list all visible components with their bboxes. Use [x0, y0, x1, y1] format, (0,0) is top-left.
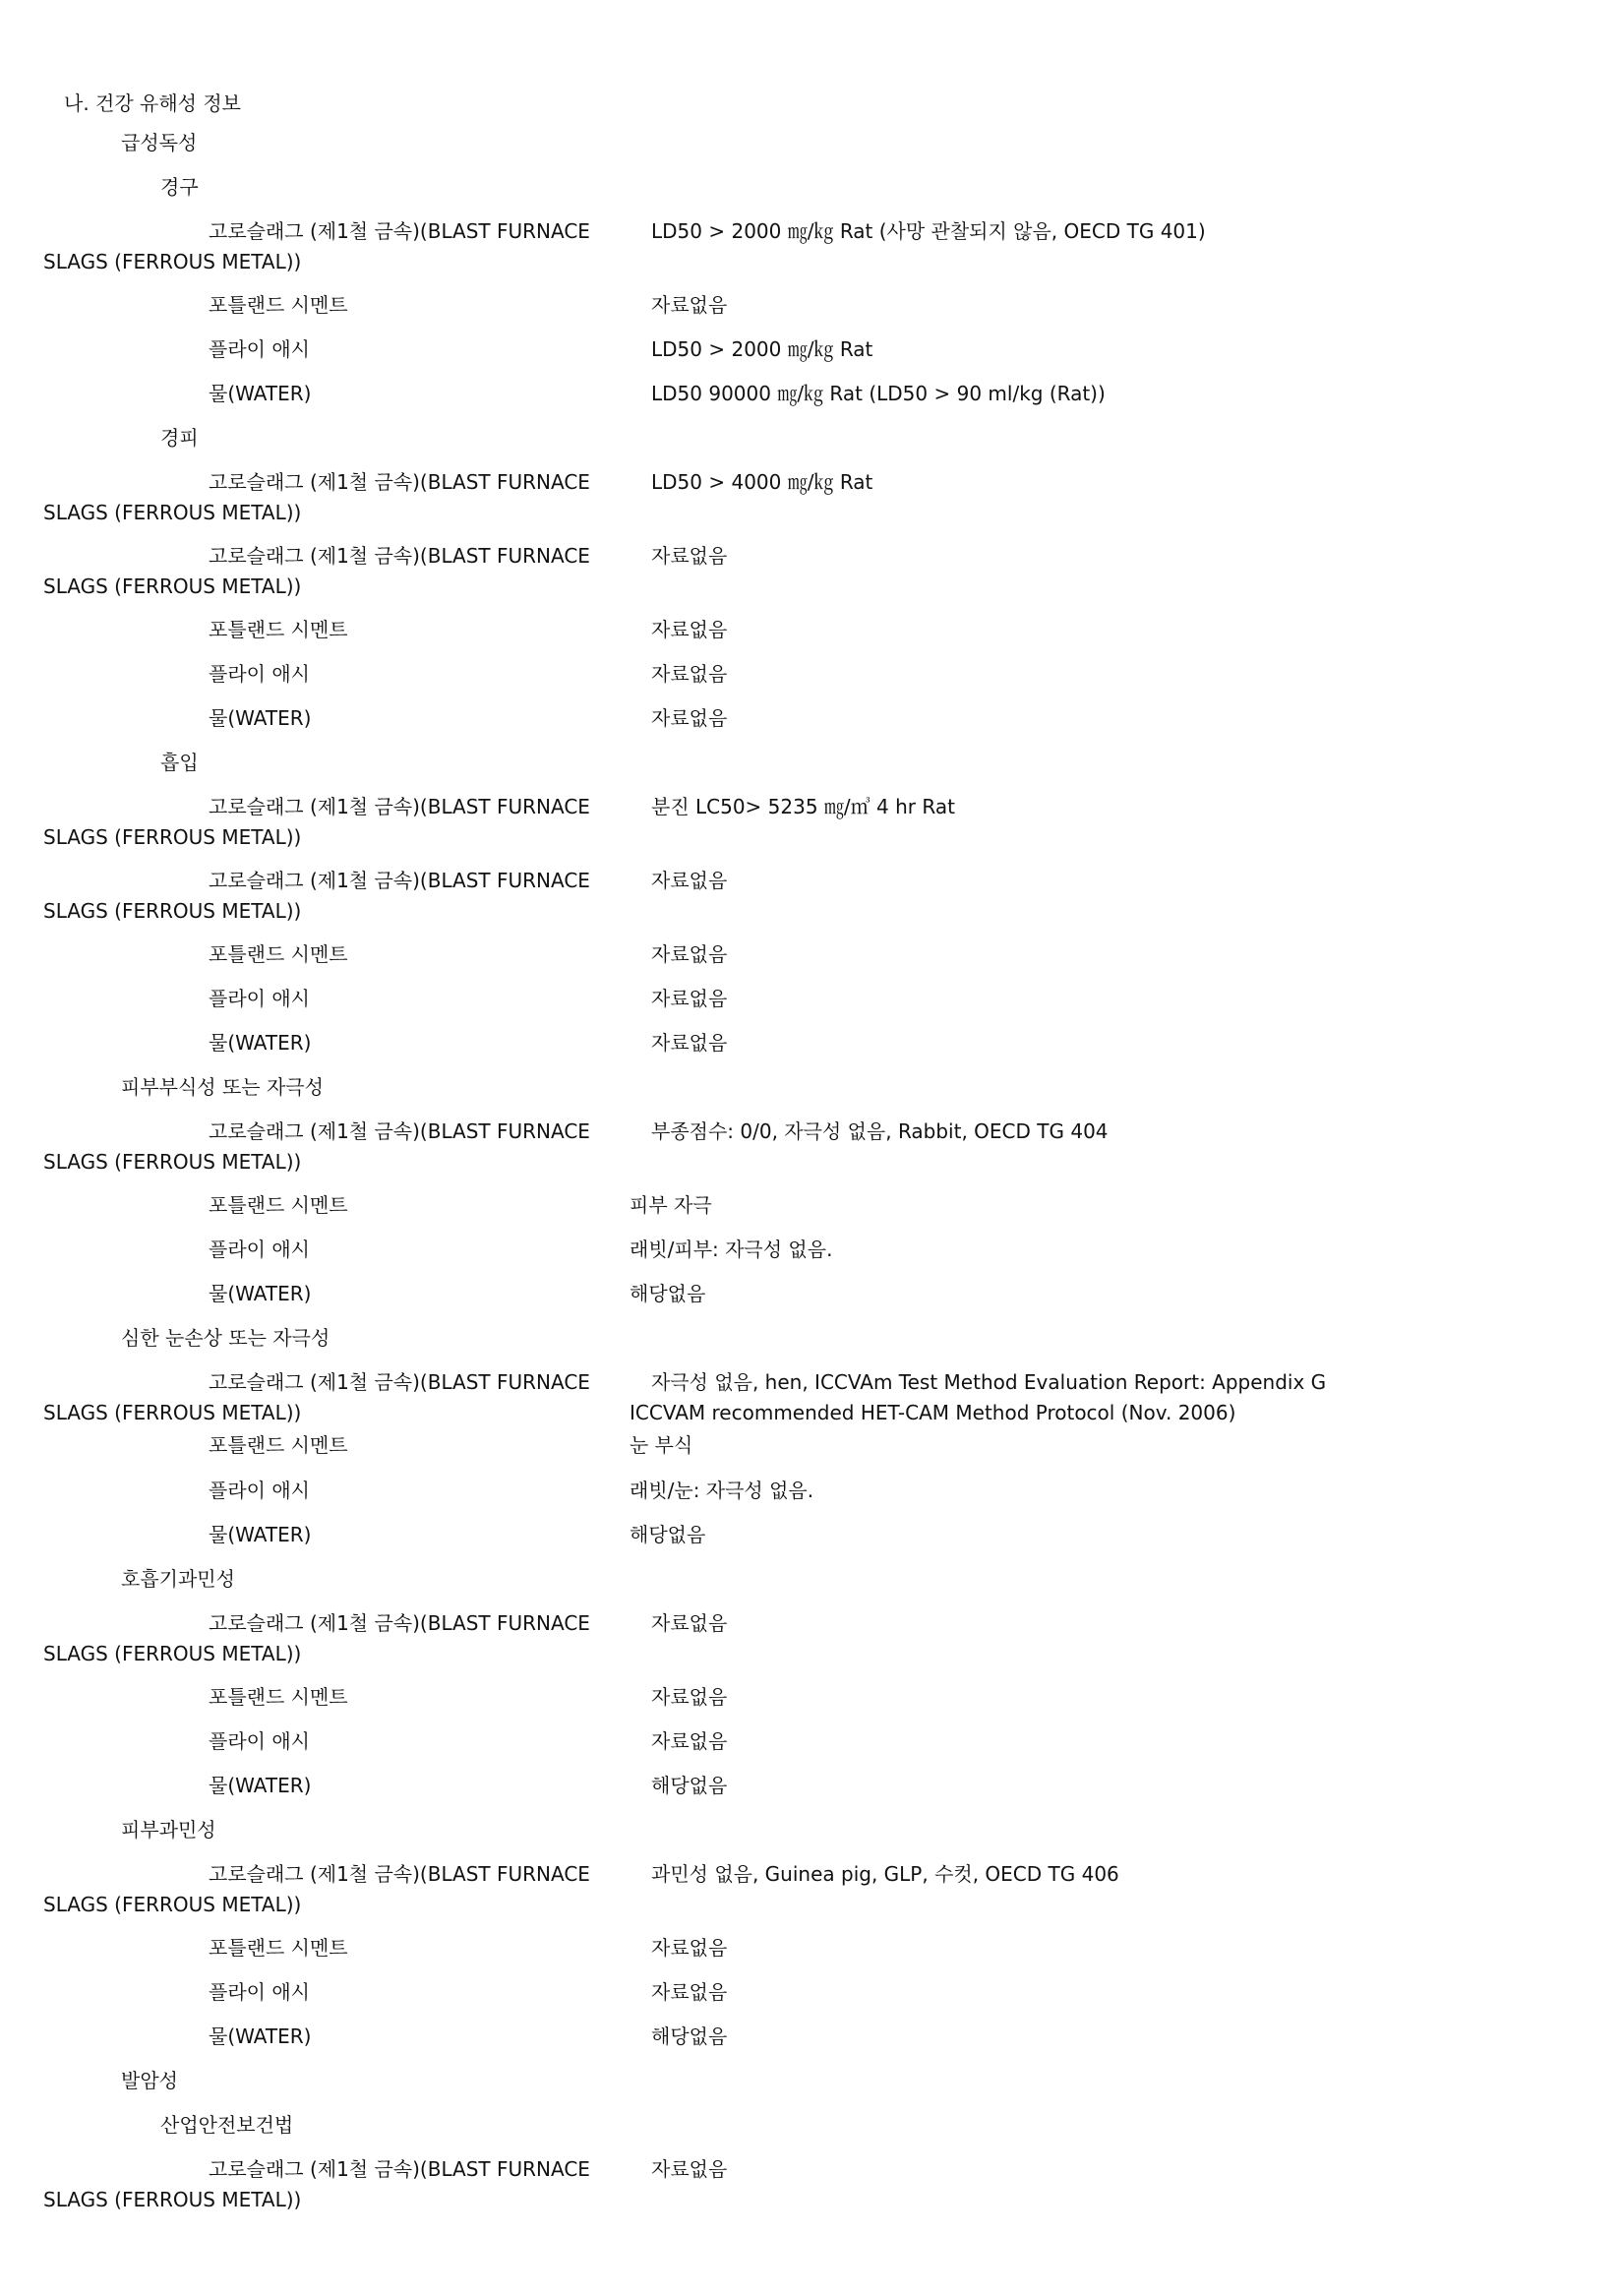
- value-skin-slag: 부종점수: 0/0, 자극성 없음, Rabbit, OECD TG 404: [651, 1119, 1109, 1143]
- substance-slag: 고로슬래그 (제1철 금속)(BLAST FURNACE: [209, 544, 590, 568]
- value-oral-water: LD50 90000 ㎎/㎏ Rat (LD50 > 90 ml/kg (Rat)): [651, 382, 1106, 405]
- route-oral: 경구: [160, 175, 199, 199]
- substance-water: 물(WATER): [209, 1774, 312, 1797]
- route-osh-act: 산업안전보건법: [160, 2113, 294, 2137]
- value-inhal-flyash: 자료없음: [651, 987, 728, 1010]
- substance-fly-ash: 플라이 애시: [209, 1980, 310, 2004]
- value-eye-slag: 자극성 없음, hen, ICCVAm Test Method Evaluation Report: Appendix G: [651, 1370, 1327, 1394]
- substance-fly-ash: 플라이 애시: [209, 662, 310, 686]
- value-sens-water: 해당없음: [651, 2024, 728, 2048]
- value-dermal-slag-2: 자료없음: [651, 544, 728, 568]
- substance-slag: 고로슬래그 (제1철 금속)(BLAST FURNACE: [209, 795, 590, 818]
- substance-slag: 고로슬래그 (제1철 금속)(BLAST FURNACE: [209, 470, 590, 494]
- substance-slag-continued: SLAGS (FERROUS METAL)): [43, 501, 302, 524]
- value-oral-cement: 자료없음: [651, 293, 728, 317]
- substance-cement: 포틀랜드 시멘트: [209, 1433, 348, 1457]
- value-eye-water: 해당없음: [630, 1523, 706, 1546]
- section-title: 나. 건강 유해성 정보: [64, 91, 241, 115]
- value-resp-slag: 자료없음: [651, 1611, 728, 1635]
- value-carc-slag: 자료없음: [651, 2157, 728, 2181]
- value-dermal-water: 자료없음: [651, 706, 728, 730]
- substance-slag-continued: SLAGS (FERROUS METAL)): [43, 1893, 302, 1916]
- substance-water: 물(WATER): [209, 1523, 312, 1546]
- category-carcinogenicity: 발암성: [121, 2069, 178, 2092]
- category-skin-corrosion: 피부부식성 또는 자극성: [121, 1075, 324, 1099]
- substance-cement: 포틀랜드 시멘트: [209, 1685, 348, 1709]
- substance-slag-continued: SLAGS (FERROUS METAL)): [43, 1150, 302, 1174]
- substance-fly-ash: 플라이 애시: [209, 987, 310, 1010]
- substance-slag-continued: SLAGS (FERROUS METAL)): [43, 574, 302, 598]
- value-oral-slag: LD50 > 2000 ㎎/㎏ Rat (사망 관찰되지 않음, OECD TG 401): [651, 219, 1206, 243]
- substance-slag: 고로슬래그 (제1철 금속)(BLAST FURNACE: [209, 2157, 590, 2181]
- value-inhal-slag: 분진 LC50> 5235 ㎎/㎥ 4 hr Rat: [651, 795, 955, 818]
- substance-water: 물(WATER): [209, 2024, 312, 2048]
- substance-fly-ash: 플라이 애시: [209, 1238, 310, 1261]
- value-oral-flyash: LD50 > 2000 ㎎/㎏ Rat: [651, 337, 873, 361]
- substance-water: 물(WATER): [209, 1282, 312, 1305]
- substance-water: 물(WATER): [209, 382, 312, 405]
- substance-water: 물(WATER): [209, 1031, 312, 1055]
- substance-cement: 포틀랜드 시멘트: [209, 618, 348, 641]
- value-sens-slag: 과민성 없음, Guinea pig, GLP, 수컷, OECD TG 406: [651, 1862, 1119, 1886]
- value-resp-flyash: 자료없음: [651, 1729, 728, 1753]
- substance-slag: 고로슬래그 (제1철 금속)(BLAST FURNACE: [209, 869, 590, 892]
- value-inhal-cement: 자료없음: [651, 942, 728, 966]
- substance-slag-continued: SLAGS (FERROUS METAL)): [43, 250, 302, 273]
- substance-slag-continued: SLAGS (FERROUS METAL)): [43, 899, 302, 923]
- category-respiratory-sensitization: 호흡기과민성: [121, 1567, 235, 1591]
- value-sens-flyash: 자료없음: [651, 1980, 728, 2004]
- value-resp-cement: 자료없음: [651, 1685, 728, 1709]
- substance-cement: 포틀랜드 시멘트: [209, 942, 348, 966]
- substance-slag-continued: SLAGS (FERROUS METAL)): [43, 1401, 302, 1424]
- category-skin-sensitization: 피부과민성: [121, 1818, 216, 1842]
- substance-slag: 고로슬래그 (제1철 금속)(BLAST FURNACE: [209, 1862, 590, 1886]
- substance-slag-continued: SLAGS (FERROUS METAL)): [43, 1642, 302, 1665]
- substance-fly-ash: 플라이 애시: [209, 1479, 310, 1502]
- value-skin-water: 해당없음: [630, 1282, 706, 1305]
- value-inhal-slag-2: 자료없음: [651, 869, 728, 892]
- substance-water: 물(WATER): [209, 706, 312, 730]
- substance-slag: 고로슬래그 (제1철 금속)(BLAST FURNACE: [209, 1611, 590, 1635]
- substance-slag: 고로슬래그 (제1철 금속)(BLAST FURNACE: [209, 1119, 590, 1143]
- category-eye-damage: 심한 눈손상 또는 자극성: [121, 1326, 330, 1350]
- value-eye-flyash: 래빗/눈: 자극성 없음.: [630, 1479, 814, 1502]
- route-dermal: 경피: [160, 426, 199, 450]
- substance-cement: 포틀랜드 시멘트: [209, 1193, 348, 1217]
- value-skin-flyash: 래빗/피부: 자극성 없음.: [630, 1238, 833, 1261]
- route-inhalation: 흡입: [160, 751, 199, 774]
- substance-slag-continued: SLAGS (FERROUS METAL)): [43, 2188, 302, 2211]
- value-dermal-flyash: 자료없음: [651, 662, 728, 686]
- value-dermal-cement: 자료없음: [651, 618, 728, 641]
- substance-fly-ash: 플라이 애시: [209, 337, 310, 361]
- value-resp-water: 해당없음: [651, 1774, 728, 1797]
- value-skin-cement: 피부 자극: [630, 1193, 712, 1217]
- substance-cement: 포틀랜드 시멘트: [209, 293, 348, 317]
- substance-fly-ash: 플라이 애시: [209, 1729, 310, 1753]
- value-eye-slag-continued: ICCVAM recommended HET-CAM Method Protocol (Nov. 2006): [630, 1401, 1236, 1424]
- value-eye-cement: 눈 부식: [630, 1433, 693, 1457]
- value-sens-cement: 자료없음: [651, 1936, 728, 1960]
- substance-slag: 고로슬래그 (제1철 금속)(BLAST FURNACE: [209, 1370, 590, 1394]
- value-inhal-water: 자료없음: [651, 1031, 728, 1055]
- category-acute-toxicity: 급성독성: [121, 131, 198, 154]
- substance-slag: 고로슬래그 (제1철 금속)(BLAST FURNACE: [209, 219, 590, 243]
- substance-slag-continued: SLAGS (FERROUS METAL)): [43, 825, 302, 849]
- value-dermal-slag: LD50 > 4000 ㎎/㎏ Rat: [651, 470, 873, 494]
- substance-cement: 포틀랜드 시멘트: [209, 1936, 348, 1960]
